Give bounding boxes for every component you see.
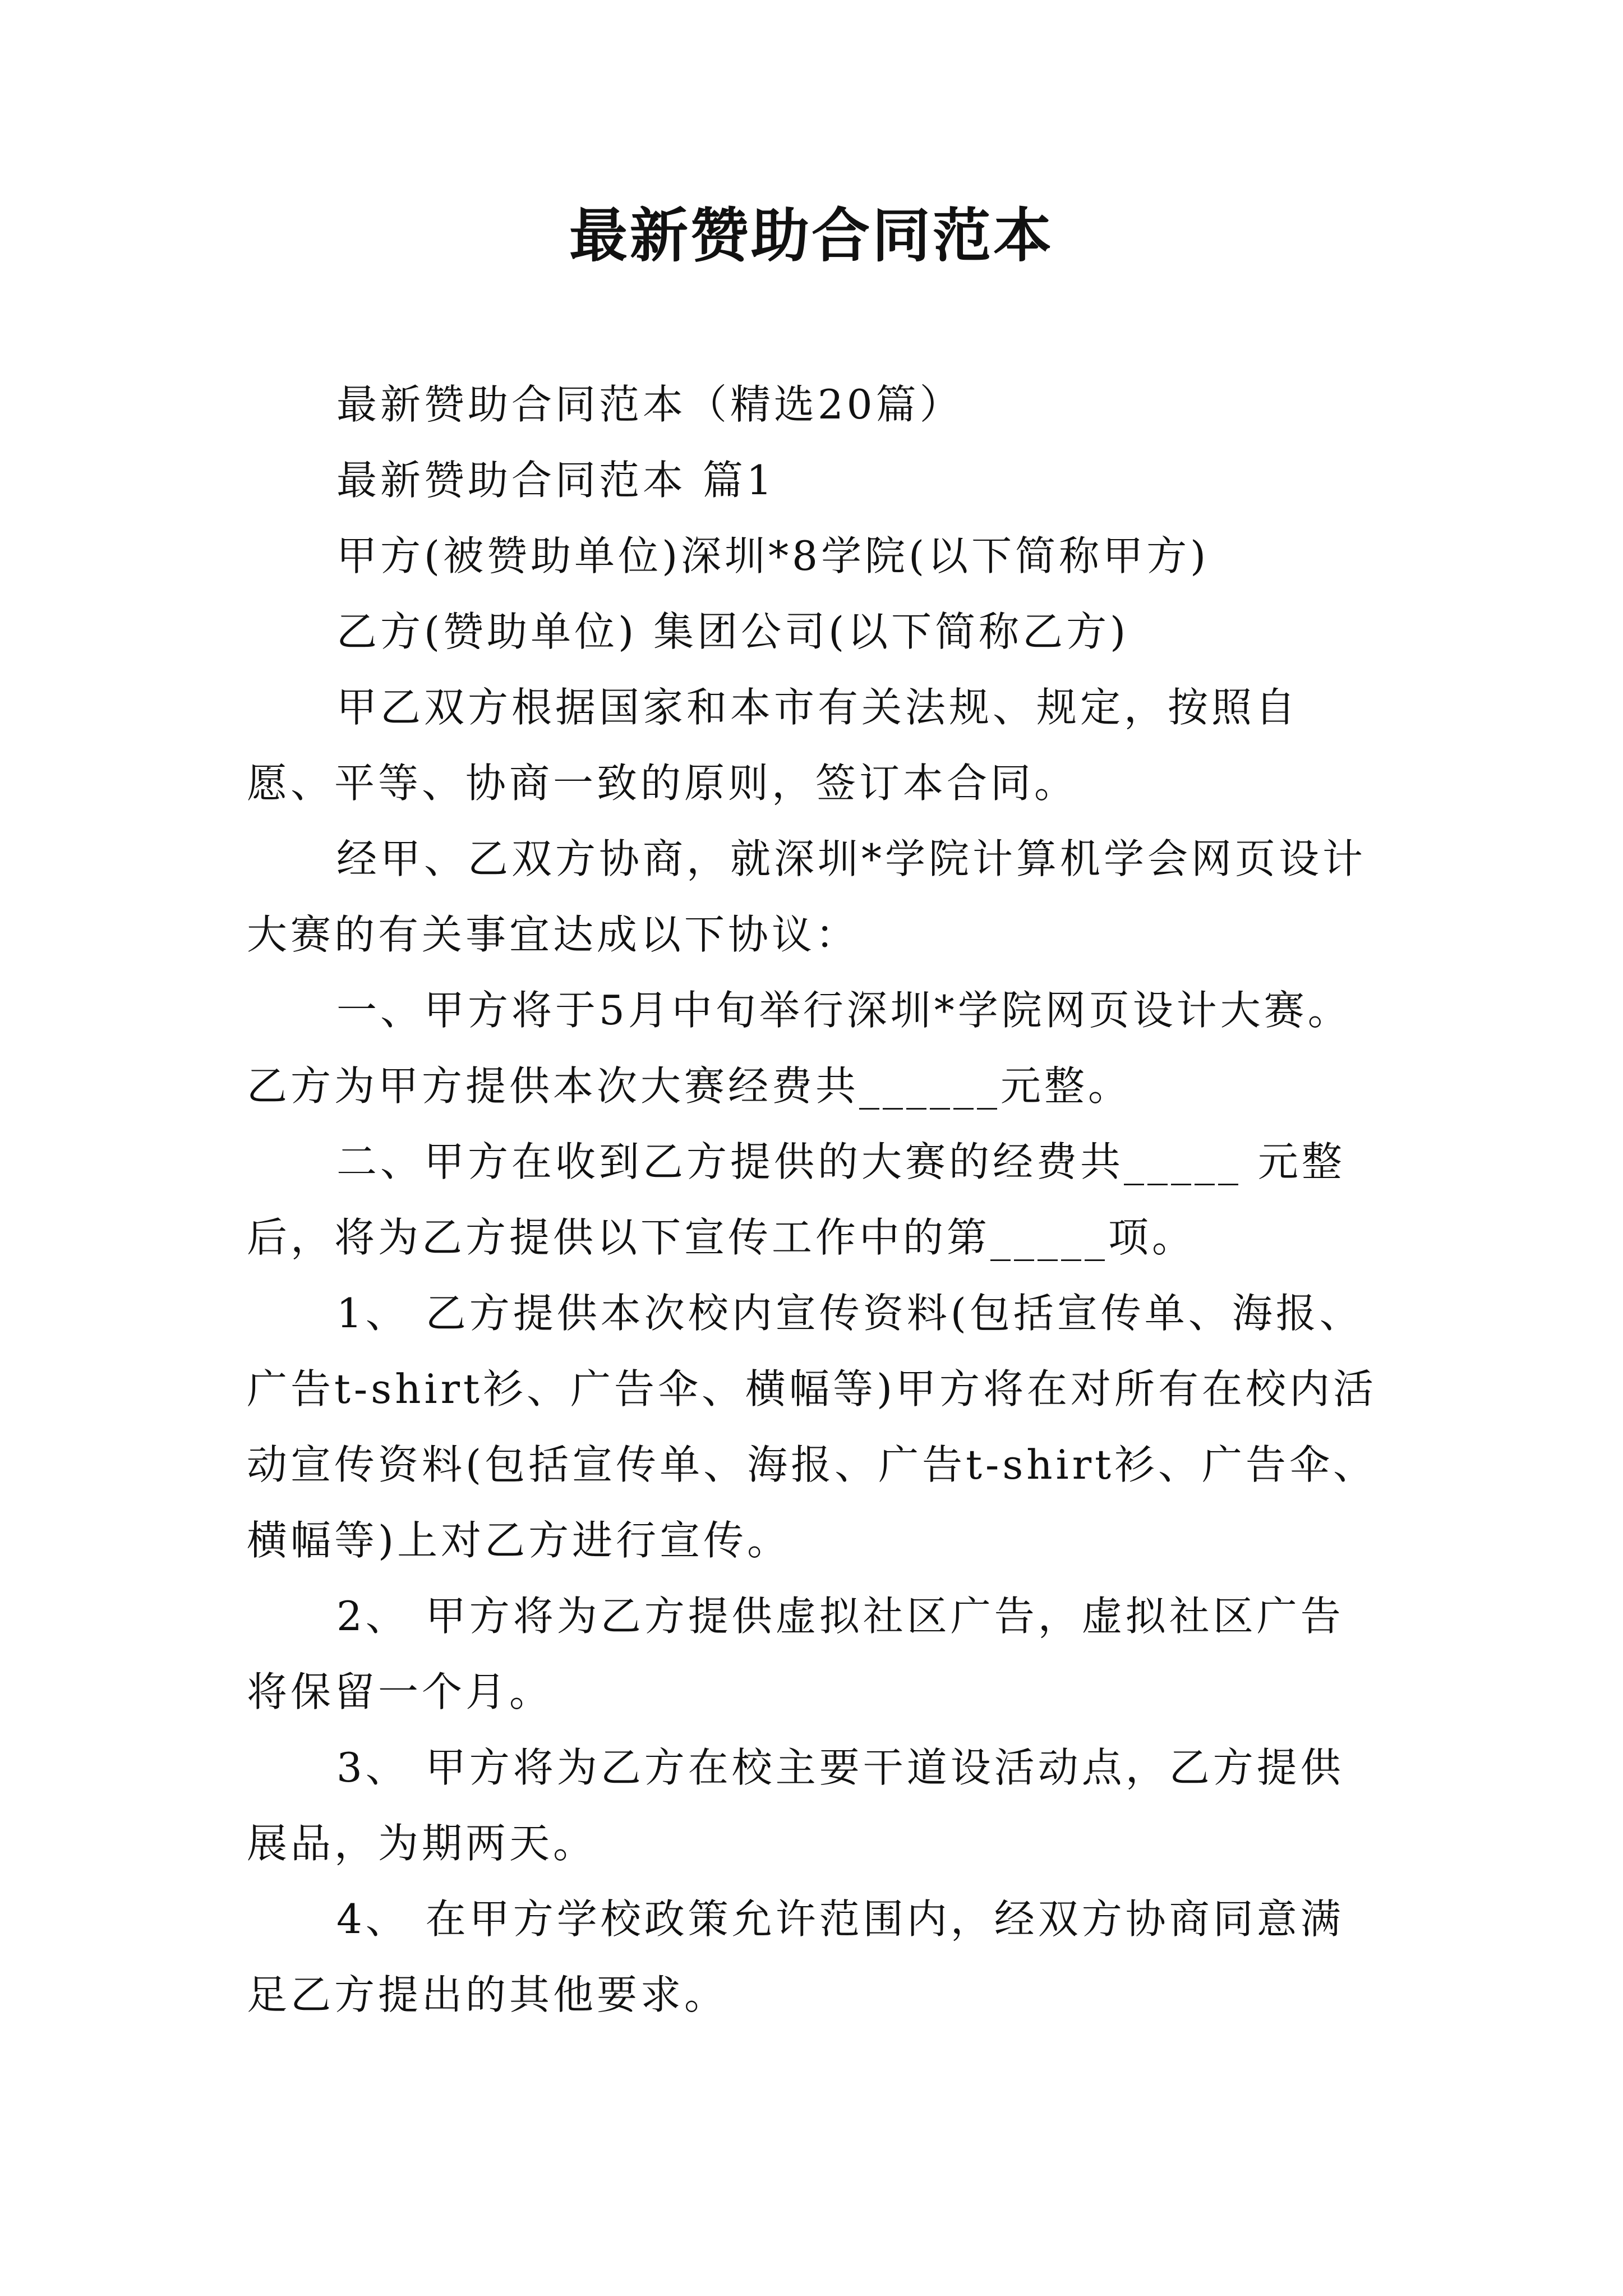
paragraph-preamble: 甲乙双方根据国家和本市有关法规、规定，按照自愿、平等、协商一致的原则，签订本合同。 bbox=[247, 684, 1299, 807]
document-title: 最新赞助合同范本 bbox=[569, 201, 1054, 270]
paragraph-item-3: 3、 甲方将为乙方在校主要干道设活动点，乙方提供展品，为期两天。 bbox=[247, 1744, 1344, 1867]
paragraph-item-4: 4、 在甲方学校政策允许范围内，经双方协商同意满足乙方提出的其他要求。 bbox=[247, 1895, 1344, 2018]
paragraph-item-1: 1、 乙方提供本次校内宣传资料(包括宣传单、海报、广告t-shirt衫、广告伞、横幅等)甲方将在对所有在校内活动宣传资料(包括宣传单、海报、广告t-shirt衫、广告伞、横幅等)上对乙方进行宣传。 bbox=[247, 1290, 1377, 1564]
paragraph-agreement-intro: 经甲、乙双方协商，就深圳*学院计算机学会网页设计大赛的有关事宜达成以下协议： bbox=[247, 835, 1367, 958]
paragraph-section-heading: 最新赞助合同范本 篇1 bbox=[336, 457, 776, 504]
paragraph-clause-1: 一、甲方将于5月中旬举行深圳*学院网页设计大赛。乙方为甲方提供本次大赛经费共______元整。 bbox=[247, 987, 1352, 1110]
paragraph-item-2: 2、 甲方将为乙方提供虚拟社区广告，虚拟社区广告将保留一个月。 bbox=[247, 1593, 1344, 1715]
document-body bbox=[247, 367, 1380, 2033]
paragraph-clause-2: 二、甲方在收到乙方提供的大赛的经费共_____ 元整后，将为乙方提供以下宣传工作中的第_____项。 bbox=[247, 1138, 1345, 1261]
paragraph-subtitle: 最新赞助合同范本（精选20篇） bbox=[336, 381, 963, 428]
paragraph-party-b: 乙方(赞助单位) 集团公司(以下简称乙方) bbox=[336, 608, 1129, 655]
paragraph-party-a: 甲方(被赞助单位)深圳*8学院(以下简称甲方) bbox=[336, 532, 1210, 579]
